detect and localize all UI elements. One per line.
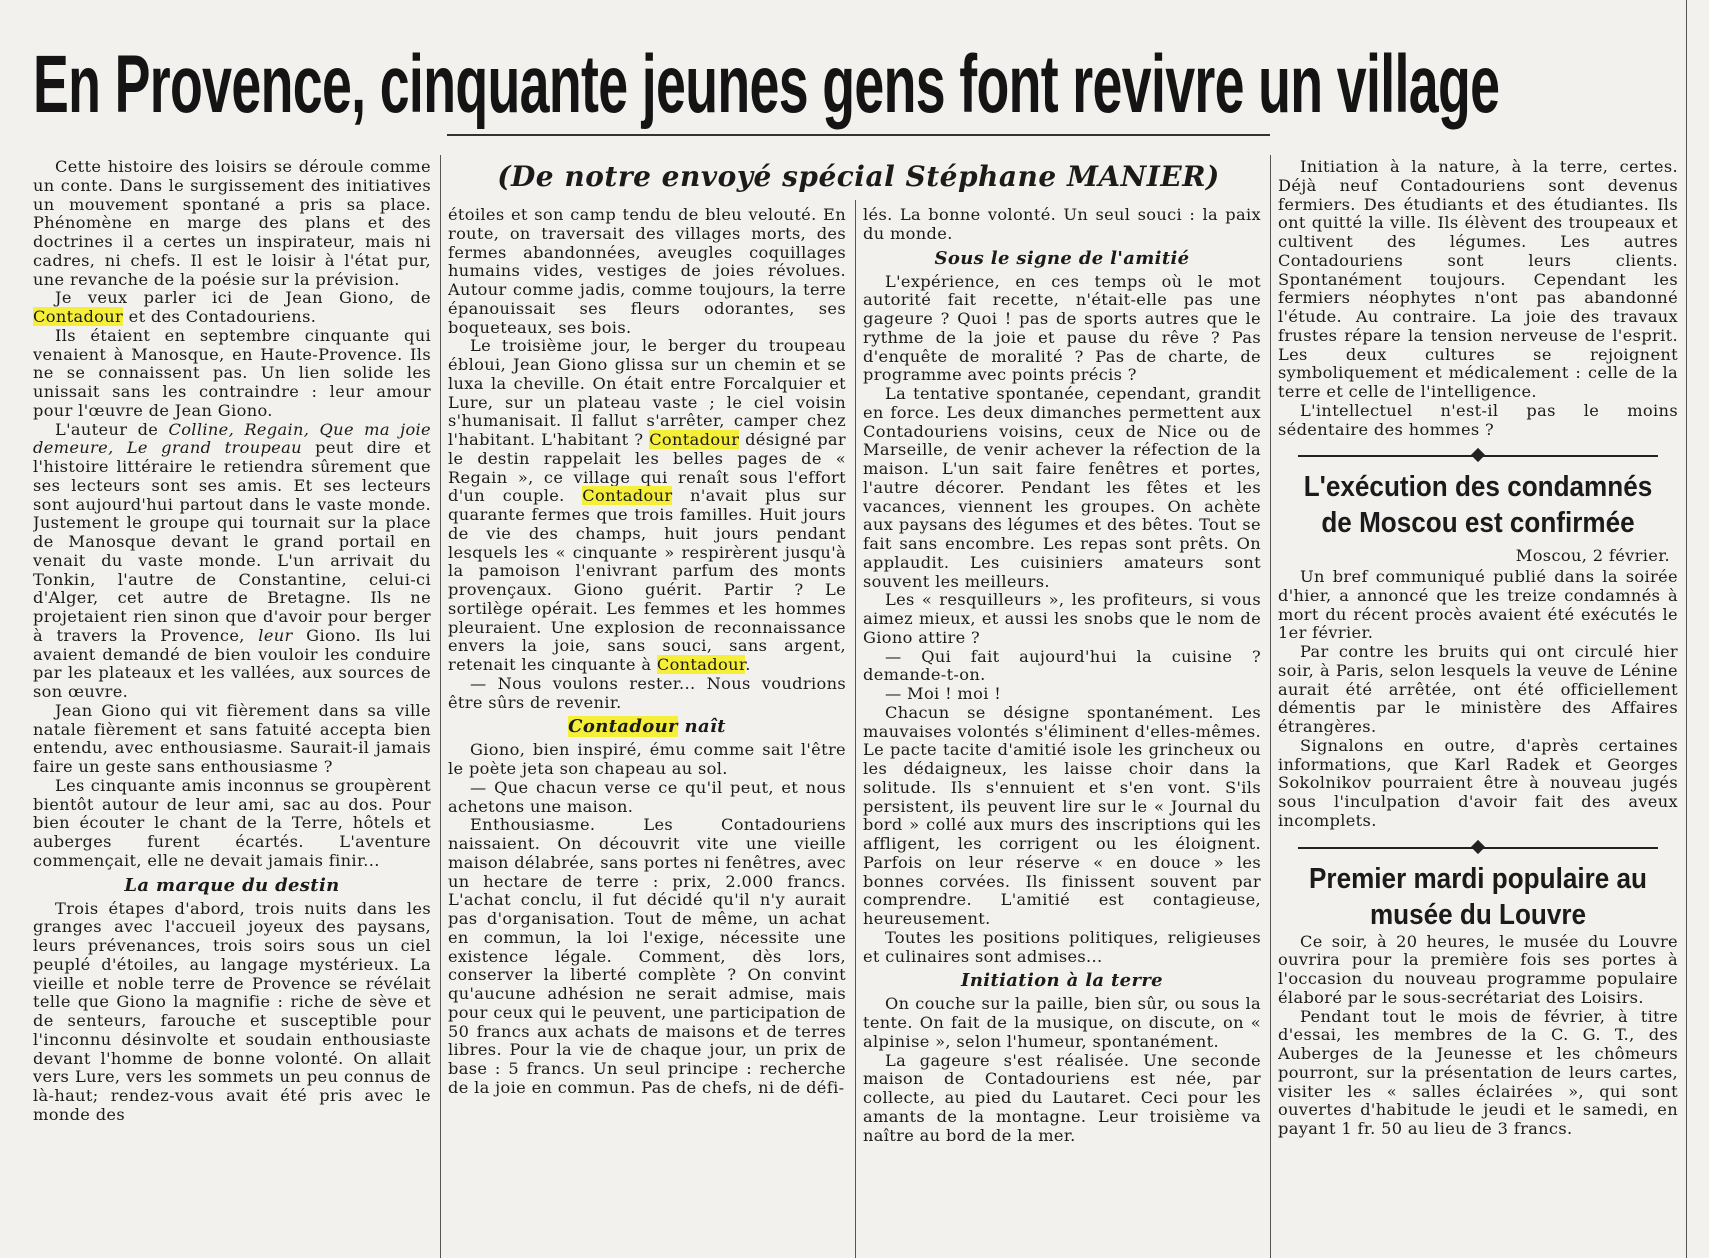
- search-highlight: Contadour: [656, 655, 746, 674]
- paragraph: [448, 337, 846, 675]
- text-run: Le troisième jour, le berger du troupeau ébloui, Jean Giono glissa sur un chemin et se luxa la cheville. On était entre Forcalquier et Lure, sur un plateau vaste ; le ciel voisin s'humanisait. Il fallut s'arrêter, camper chez l'habitant. L'habitant ?: [448, 336, 846, 449]
- subheading: [33, 874, 431, 898]
- text-run: — Que chacun verse ce qu'il peut, et nous achetons une maison.: [448, 777, 846, 816]
- paragraph: [448, 779, 846, 817]
- paragraph: [448, 675, 846, 713]
- text-run: Un bref communiqué publié dans la soirée d'hier, a annoncé que les treize condamnés à mort du récent procès avaient été exécutés le 1er février.: [1278, 567, 1678, 643]
- article-column-1: [33, 158, 431, 1258]
- text-run: Ce soir, à 20 heures, le musée du Louvre ouvrira pour la première fois ses portes à l'occasion du nouveau programme populaire élaboré par le sous-secrétariat des Loisirs.: [1278, 931, 1678, 1007]
- headline-text: En Provence, cinquante jeunes gens font revivre un village: [33, 39, 1500, 130]
- text-run: .: [745, 655, 751, 674]
- paragraph: [33, 777, 431, 871]
- subheading: [448, 715, 846, 739]
- text-run: La marque du destin: [124, 874, 340, 896]
- text-run: étoiles et son camp tendu de bleu velouté. En route, on traversait des villages morts, des fermes abandonnées, aveugles coquillages humains vides, vestiges de joies révolues. Autour comme jadis, comme toujours, la terre épanouissait ses fleurs odorantes, ses boqueteaux, ses bois.: [448, 206, 846, 337]
- text-run: Les cinquante amis inconnus se groupèrent bientôt autour de leur ami, sac au dos. Pour bien écouter le chant de la Terre, hôtels et auberges furent écartés. L'aventure commençait, elle ne devait jamais finir...: [33, 775, 431, 870]
- text-run: peut dire et l'histoire littéraire le retiendra sûrement que ses lecteurs sont ses amis. Et ses lecteurs sont aujourd'hui partout dans le vaste monde. Justement le groupe qui tournait sur la place de Manosque devant le grand portail en venait du vaste monde. L'un arrivait du Tonkin, l'autre de Constantine, celui-ci d'Alger, cet autre de Bretagne. Ils ne projetaient rien sinon que d'avoir pour berger à travers la Provence,: [33, 438, 431, 645]
- headline: [33, 40, 1683, 130]
- text-run: Les « resquilleurs », les profiteurs, si vous aimez mieux, et aussi les snobs que le nom de Giono attire ?: [863, 590, 1261, 647]
- paragraph: [33, 289, 431, 327]
- column-divider: [440, 155, 441, 1258]
- text-run: Sous le signe de l'amitié: [934, 247, 1190, 269]
- text-run: L'exécution des condamnés de Moscou est confirmée: [1303, 471, 1653, 540]
- paragraph: [1278, 933, 1678, 1008]
- text-run: Trois étapes d'abord, trois nuits dans les granges avec l'accueil joyeux des paysans, leurs prévenances, trois soirs sous un ciel peuplé d'étoiles, au langage mystérieux. La vieille et noble terre de Provence se révélait telle que Giono la magnifie : riche de sève et de senteurs, farouche et susceptible pour l'inconnu désinvolte et soudain enthousiaste devant l'homme de bonne volonté. On allait vers Lure, vers les sommets un peu connus de là-haut; rendez-vous avait été pris avec le monde des: [33, 898, 431, 1124]
- search-highlight: Contadour: [582, 486, 673, 506]
- text-run: On couche sur la paille, bien sûr, ou sous la tente. On fait de la musique, on discute, on « alpinise », selon l'humeur, spontanément.: [863, 994, 1261, 1051]
- paragraph: [863, 385, 1261, 591]
- text-run: — Qui fait aujourd'hui la cuisine ? demande-t-on.: [863, 646, 1261, 685]
- article-headline: [1298, 469, 1658, 541]
- search-highlight: Contadour: [568, 716, 678, 738]
- text-run: Premier mardi populaire au musée du Louvre: [1309, 862, 1647, 931]
- subheading: [863, 969, 1261, 993]
- text-run: Colline, Regain, Que ma joie demeure, Le grand troupeau: [33, 419, 431, 458]
- text-run: Giono. Ils lui avaient demandé de bien vouloir les conduire par les plateaux et les vallées, aux sources de son œuvre.: [33, 625, 431, 701]
- text-run: Jean Giono qui vit fièrement dans sa ville natale fièrement et sans fatuité accepta bien entendu, avec enthousiasme. Saurait-il jamais faire un geste sans enthousiasme ?: [33, 700, 431, 776]
- paragraph: [448, 206, 846, 337]
- search-highlight: Contadour: [649, 430, 740, 449]
- paragraph: [863, 1052, 1261, 1146]
- text-run: Initiation à la terre: [961, 970, 1163, 992]
- column-divider: [1686, 0, 1687, 1258]
- paragraph: [33, 900, 431, 1125]
- text-run: L'expérience, en ces temps où le mot autorité fait recette, n'était-elle pas une gageure ? Quoi ! pas de sports autres que le rythme de la joie et pause du rêve ? Pas d'enquête de moralité ? Pas de charte, de programme avec points précis ?: [863, 271, 1261, 385]
- paragraph: [863, 206, 1261, 244]
- text-run: naît: [677, 716, 726, 738]
- headline-rule: [447, 134, 1270, 136]
- text-run: lés. La bonne volonté. Un seul souci : la paix du monde.: [863, 206, 1261, 243]
- paragraph: [863, 648, 1261, 686]
- paragraph: [863, 685, 1261, 704]
- paragraph: [1278, 402, 1678, 440]
- text-run: Toutes les positions politiques, religieuses et culinaires sont admises...: [863, 927, 1261, 966]
- text-run: La tentative spontanée, cependant, grandit en force. Les deux dimanches permettent aux Contadouriens voisins, ceux de Nice ou de Marseille, de venir achever la réfection de la maison. L'un sait faire fenêtres et portes, l'autre décorer. Pendant les fêtes et les vacances, viennent les groupes. On achète aux paysans des légumes et des bêtes. Tout se fait sans encombre. Les repas sont prêts. On applaudit. Les cuisiniers amateurs sont souvent les meilleurs.: [863, 384, 1261, 591]
- article-column-2: [448, 206, 846, 1258]
- text-run: — Moi ! moi !: [885, 684, 1002, 703]
- paragraph: [1278, 1008, 1678, 1139]
- paragraph: [863, 704, 1261, 929]
- paragraph: [863, 273, 1261, 386]
- paragraph: [448, 741, 846, 779]
- column-divider: [1270, 155, 1271, 1258]
- text-run: Pendant tout le mois de février, à titre d'essai, les membres de la C. G. T., des Auberges de la Jeunesse et les chômeurs pourront, sur la présentation de leurs cartes, visiter les « salles éclairées », qui sont ouvertes d'habitude le jeudi et le samedi, en payant 1 fr. 50 au lieu de 3 francs.: [1278, 1006, 1678, 1138]
- text-run: Ils étaient en septembre cinquante qui venaient à Manosque, en Haute-Provence. Ils ne se connaissent pas. Un lien solide les unissait sans les contraindre : leur amour pour l'œuvre de Jean Giono.: [33, 325, 431, 420]
- text-run: La gageure s'est réalisée. Une seconde maison de Contadouriens est née, par collecte, au pied du Lautaret. Ceci pour les amants de la montagne. Leur troisième va naître au bord de la mer.: [863, 1050, 1261, 1145]
- ornament-divider: [1278, 841, 1678, 855]
- paragraph: [448, 816, 846, 1097]
- text-run: Moscou, 2 février.: [1515, 546, 1670, 566]
- paragraph: [1278, 158, 1678, 402]
- byline: (De notre envoyé spécial Stéphane MANIER): [497, 160, 1220, 193]
- paragraph: [1278, 643, 1678, 737]
- text-run: Je veux parler ici de Jean Giono, de: [55, 288, 431, 308]
- text-run: Giono, bien inspiré, ému comme sait l'être le poète jeta son chapeau au sol.: [448, 740, 846, 778]
- text-run: Cette histoire des loisirs se déroule comme un conte. Dans le surgissement des initiatives un mouvement spontané a pris sa place. Phénomène en marge des plans et des doctrines il a certes un inspirateur, mais ni cadres, ni chefs. Il est le loisir à l'état pur, une revanche de la poésie sur la prévision.: [33, 158, 431, 289]
- text-run: L'auteur de: [55, 419, 169, 439]
- paragraph: [1278, 568, 1678, 643]
- text-run: Signalons en outre, d'après certaines informations, que Karl Radek et Georges Sokolnikov pourraient être à nouveau jugés sous l'inculpation d'avoir fait des aveux incomplets.: [1278, 735, 1678, 830]
- paragraph: [1278, 737, 1678, 831]
- paragraph: [33, 327, 431, 421]
- text-run: L'intellectuel n'est-il pas le moins sédentaire des hommes ?: [1278, 400, 1678, 439]
- news-column-4: [1278, 158, 1678, 1258]
- paragraph: [863, 995, 1261, 1051]
- text-run: Chacun se désigne spontanément. Les mauvaises volontés s'éliminent d'elles-mêmes. Le pacte tacite d'amitié isole les grincheux ou les dédaigneux, les laisse choir dans la solitude. Ils s'ennuient et s'en vont. S'ils persistent, ils peuvent lire sur le « Journal du bord » collé aux murs des inscriptions qui les affligent, les corrigent ou les éloignent. Parfois on leur réserve « en douce » les bonnes corvées. Ils finissent souvent par comprendre. L'amitié est contagieuse, heureusement.: [863, 702, 1261, 928]
- column-divider: [855, 200, 856, 1258]
- text-run: Enthousiasme. Les Contadouriens naissaient. On découvrit vite une vieille maison délabrée, sans portes ni fenêtres, avec un hectare de terre : prix, 2.000 francs. L'achat conclu, il fut décidé qu'il n'y aurait pas d'organisation. Tout de même, un achat en commun, la loi l'exige, nécessite une existence légale. Comment, dès lors, conserver la liberté complète ? On convint qu'aucune adhésion ne serait admise, mais pour ceux qui le peuvent, une participation de 50 francs aux achats de maisons et de terres libres. Pour la vie de chaque jour, un prix de base : 5 francs. Un seul principe : recherche de la joie en commun. Pas de chefs, ni de défi-: [448, 815, 846, 1097]
- article-column-3: [863, 206, 1261, 1258]
- text-run: n'avait plus sur quarante fermes que trois familles. Huit jours de vie des champs, huit jours pendant lesquels les « cinquante » respirèrent jusqu'à la pamoison l'enivrant parfum des monts provençaux. Giono guérit. Partir ? Le sortilège opérait. Les femmes et les hommes pleuraient. Une explosion de reconnaissance envers la joie, sans souci, sans argent, retenait les cinquante à: [448, 486, 846, 674]
- ornament-divider: [1278, 449, 1678, 463]
- search-highlight: Contadour: [33, 307, 124, 326]
- paragraph: [33, 158, 431, 289]
- subheading: [863, 247, 1261, 271]
- article-headline: [1298, 861, 1658, 933]
- paragraph: [863, 929, 1261, 967]
- text-run: Initiation à la nature, à la terre, certes. Déjà neuf Contadouriens sont devenus fermiers. Des étudiants et des étudiantes. Ils ont quitté la ville. Ils élèvent des troupeaux et cultivent des légumes. Les autres Contadouriens sont leurs clients. Spontanément toujours. Cependant les fermiers néophytes n'ont pas abandonné l'étude. Au contraire. La joie des travaux frustes répare la tension nerveuse de l'esprit. Les deux cultures se rejoignent symboliquement et médicalement : celle de la terre et celle de l'intelligence.: [1278, 158, 1678, 401]
- dateline: [1278, 547, 1670, 566]
- text-run: leur: [258, 625, 293, 645]
- paragraph: [33, 421, 431, 702]
- text-run: et des Contadouriens.: [123, 307, 317, 326]
- text-run: Par contre les bruits qui ont circulé hier soir, à Paris, selon lesquels la veuve de Lénine aurait été arrêtée, ont été officiellement démentis par le ministère des Affaires étrangères.: [1278, 642, 1678, 736]
- text-run: désigné par le destin rappelait les belles pages de « Regain », ce village qui renaît sous l'effort d'un couple.: [448, 430, 846, 506]
- paragraph: [863, 591, 1261, 647]
- text-run: — Nous voulons rester... Nous voudrions être sûrs de revenir.: [448, 673, 846, 712]
- paragraph: [33, 702, 431, 777]
